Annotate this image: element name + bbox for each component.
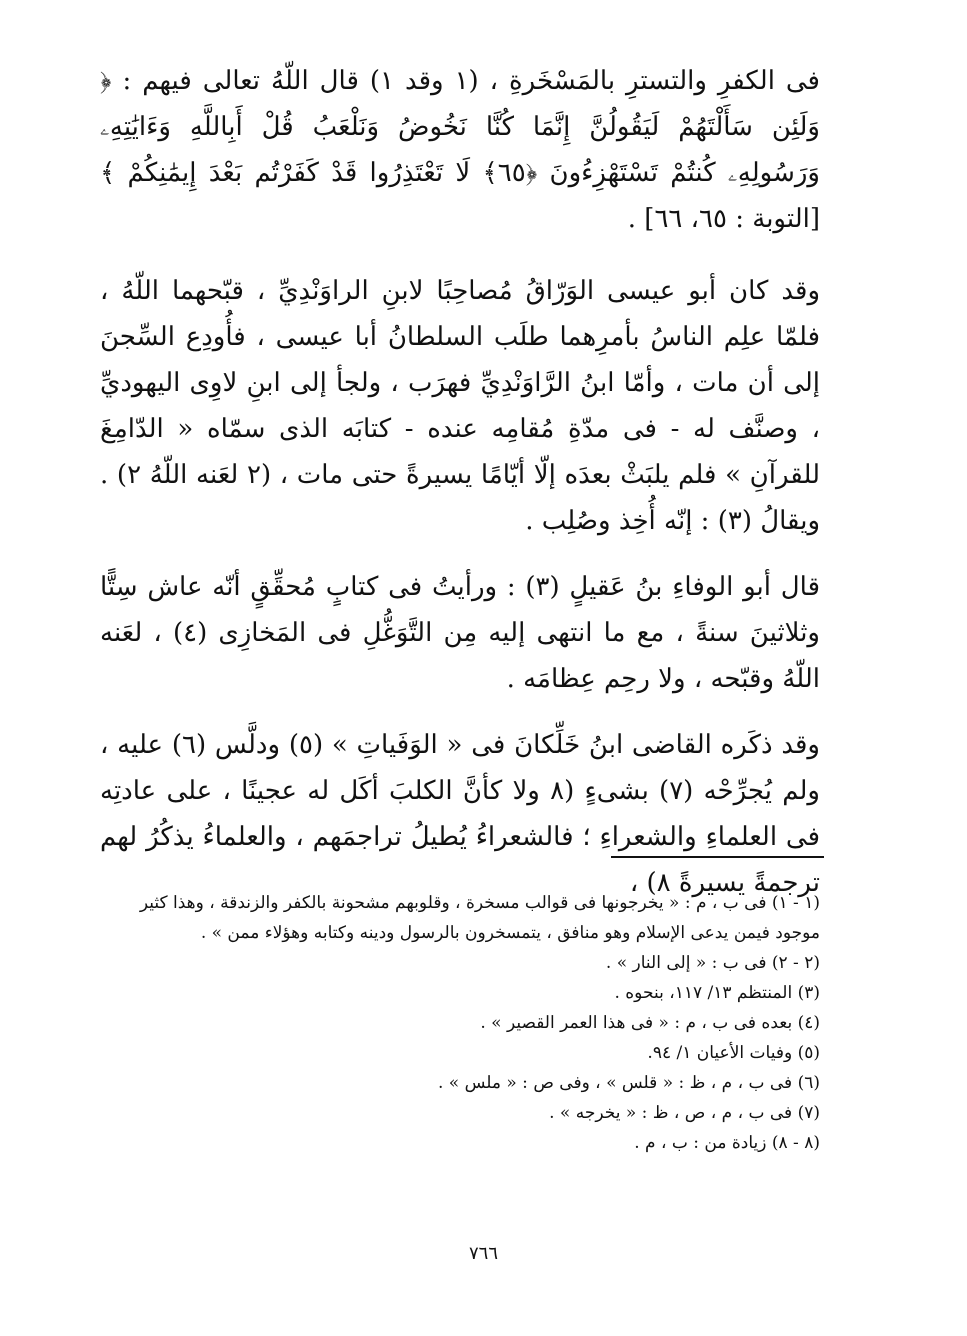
- footnote: (٣) المنتظم ١٣/ ١١٧، بنحوه .: [614, 983, 820, 1003]
- footnote-separator: [611, 856, 824, 858]
- footnote: (٦) فى ب ، م ، ظ : « قلس » ، وفى ص : « ملس » .: [437, 1073, 820, 1093]
- paragraph-abu-isa: وقد كان أبو عيسى الوَرّاقُ مُصاحِبًا لابنِ الراوَنْدِيِّ ، قبّحهما اللّهُ ، فلمّا علِم الناسُ بأمرِهما طلَب السلطانُ أبا عيسى ، فأُودِع السِّجنَ إلى أن مات ، وأمّا ابنُ الرَّاوَنْدِيِّ فهرَب ، ولجأ إلى ابنِ لاوِى اليهوديِّ ، وصنَّف له - فى مدّةِ مُقامِه عنده - كتابَه الذى سمّاه « الدّامِغَ للقرآنِ » فلم يلبَثْ بعدَه إلّا أيّامًا يسيرةً حتى مات ، (٢ لعَنه اللّهُ ٢) . ويقالُ (٣) : إنّه أُخِذ وصُلِب .: [100, 276, 820, 536]
- footnote: (١ - ١) فى ب ، م : « يخرجونها فى قوالب مسخرة ، وقلوبهم مشحونة بالكفر والزندقة ، وهذا كثير موجود فيمن يدعى الإسلام وهو منافق ، يتمسخرون بالرسول ودينه وكتابه وهؤلاء ممن » .: [139, 893, 820, 943]
- footnote: (٨ - ٨) زيادة من : ب ، م .: [634, 1133, 820, 1153]
- paragraph-ibn-khallikan: وقد ذكَره القاضى ابنُ خَلِّكانَ فى « الوَفَياتِ » (٥) ودلَّس (٦) عليه ، ولم يُجرِّحْه (٧) بشىءٍ (٨ ولا كأنَّ الكلبَ أكَل له عجينًا ، على عادتِه فى العلماءِ والشعراءِ ؛ فالشعراءُ يُطيلُ تراجمَهم ، والعلماءُ يذكُرُ لهم ترجمةً يسيرةً ٨) ،: [100, 730, 820, 898]
- main-text: [100, 58, 820, 926]
- paragraph-ibn-aqil: قال أبو الوفاءِ بنُ عَقيلٍ (٣) : ورأيتُ فى كتابٍ مُحقِّقٍ أنّه عاش سِتًّا وثلاثينَ سنةً ، مع ما انتهى إليه مِن التَّوَغُّلِ فى المَخازِى (٤) ، لعَنه اللّهُ وقبّحه ، ولا رحِم عِظامَه .: [100, 572, 821, 694]
- footnote: (٧) فى ب ، م ، ص ، ظ : « يخرجه » .: [549, 1103, 820, 1123]
- footnotes: [120, 888, 820, 1158]
- footnote: (٤) بعده فى ب ، م : « فى هذا العمر القصير » .: [480, 1013, 820, 1033]
- paragraph-quran-quote: فى الكفرِ والتسترِ بالمَسْخَرةِ ، (١ وقد ١) قال اللّهُ تعالى فيهم : ﴿ وَلَئِن سَأَلْتَهُمْ لَيَقُولُنَّ إِنَّمَا كُنَّا نَخُوضُ وَنَلْعَبُ قُلْ أَبِاللَّهِ وَءَايَٰتِهِۦ وَرَسُولِهِۦ كُنتُمْ تَسْتَهْزِءُونَ ﴿٦٥﴾ لَا تَعْتَذِرُوا قَدْ كَفَرْتُم بَعْدَ إِيمَٰنِكُمْ ﴾ [التوبة : ٦٥، ٦٦] .: [100, 66, 820, 234]
- footnote: (٢ - ٢) فى ب : « إلى النار » .: [605, 953, 820, 973]
- footnote: (٥) وفيات الأعيان ١/ ٩٤.: [647, 1043, 820, 1063]
- page-number: ٧٦٦: [468, 1243, 498, 1264]
